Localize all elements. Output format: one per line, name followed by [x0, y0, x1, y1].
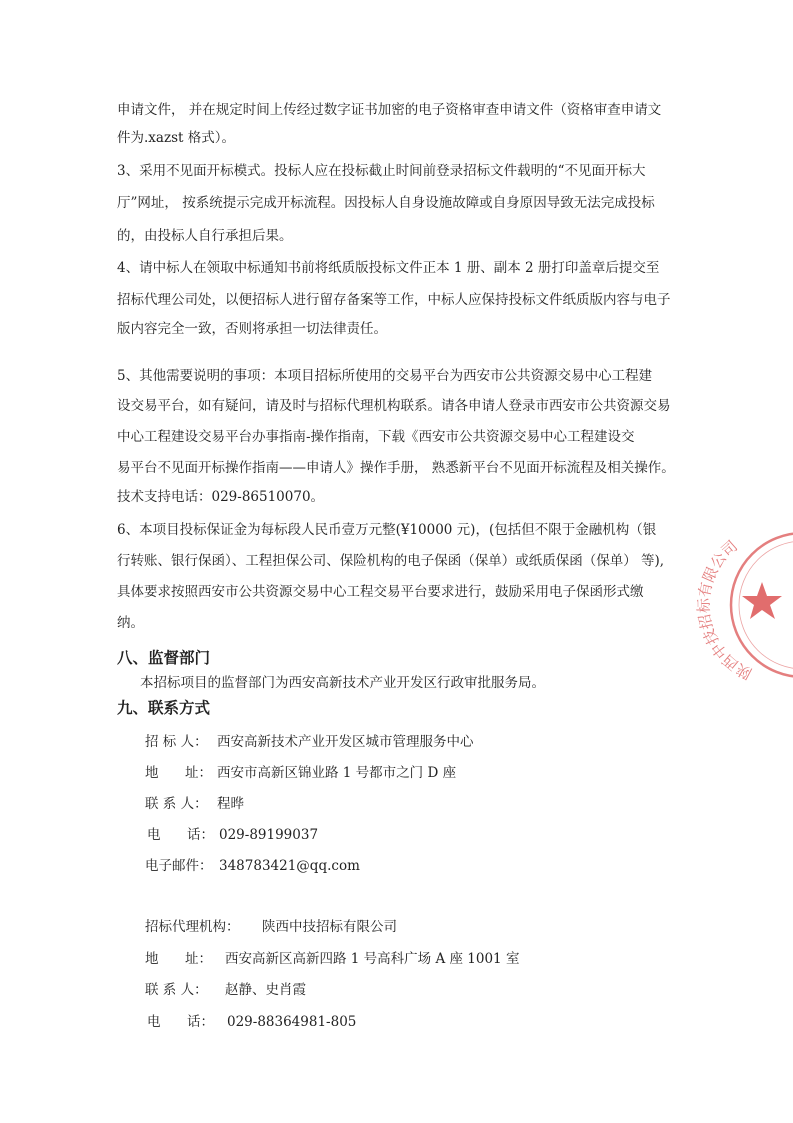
body-line: 设交易平台，如有疑问，请及时与招标代理机构联系。请各申请人登录市西安市公共资源交易: [117, 398, 671, 414]
tenderer-name: 西安高新技术产业开发区城市管理服务中心: [217, 734, 474, 750]
tenderer-email: 348783421@qq.com: [219, 858, 360, 874]
body-line: 行转账、银行保函）、工程担保公司、保险机构的电子保函（保单）或纸质保函（保单） 等),: [117, 553, 665, 569]
agency-name-label: 招标代理机构：: [145, 919, 240, 935]
agency-contact-label: 联 系 人：: [145, 982, 208, 998]
body-line: 易平台不见面开标操作指南——申请人》操作手册， 熟悉新平台不见面开标流程及相关操作。: [117, 460, 675, 476]
body-line: 的，由投标人自行承担后果。: [117, 228, 293, 244]
agency-address: 西安高新区高新四路 1 号高科广场 A 座 1001 室: [225, 951, 520, 967]
tenderer-address: 西安市高新区锦业路 1 号都市之门 D 座: [217, 765, 457, 781]
agency-address-label: 址：: [185, 951, 212, 967]
agency-phone: 029-88364981-805: [227, 1014, 357, 1030]
tenderer-name-label: 招 标 人：: [145, 734, 208, 750]
body-line: 技术支持电话：029-86510070。: [117, 489, 325, 505]
tenderer-phone-label: 电: [147, 827, 161, 843]
seal-lettering: 陕西中技招标有限公司: [694, 536, 755, 683]
section-heading-contact: 九、联系方式: [117, 699, 211, 717]
agency-phone-label: 话：: [187, 1014, 214, 1030]
agency-name: 陕西中技招标有限公司: [262, 919, 397, 935]
agency-contact: 赵静、史肖霞: [225, 982, 306, 998]
tenderer-contact: 程晔: [217, 796, 244, 812]
company-seal-stamp: [694, 520, 793, 690]
body-line: 中心工程建设交易平台办事指南-操作指南，下载《西安市公共资源交易中心工程建设交: [117, 429, 635, 445]
body-line: 3、采用不见面开标模式。投标人应在投标截止时间前登录招标文件载明的“不见面开标大: [117, 163, 646, 179]
supervision-text: 本招标项目的监督部门为西安高新技术产业开发区行政审批服务局。: [140, 675, 545, 691]
body-line: 件为.xazst 格式）。: [117, 130, 235, 146]
body-line: 4、请中标人在领取中标通知书前将纸质版投标文件正本 1 册、副本 2 册打印盖章后提交至: [117, 260, 660, 276]
body-line: 申请文件， 并在规定时间上传经过数字证书加密的电子资格审查申请文件（资格审查申请文: [117, 102, 662, 118]
body-line: 具体要求按照西安市公共资源交易中心工程交易平台要求进行，鼓励采用电子保函形式缴: [117, 584, 644, 600]
body-line: 纳。: [117, 615, 144, 631]
seal-star-icon: [742, 582, 782, 619]
tenderer-address-label: 地: [145, 765, 159, 781]
body-line: 版内容完全一致，否则将承担一切法律责任。: [117, 321, 387, 337]
tenderer-email-label: 电子邮件：: [145, 858, 213, 874]
tenderer-phone: 029-89199037: [219, 827, 319, 843]
agency-phone-label: 电: [147, 1014, 161, 1030]
tenderer-phone-label: 话：: [187, 827, 214, 843]
section-heading-supervision: 八、监督部门: [117, 649, 211, 667]
body-line: 厅”网址， 按系统提示完成开标流程。因投标人自身设施故障或自身原因导致无法完成投标: [117, 195, 655, 211]
body-line: 招标代理公司处，以便招标人进行留存备案等工作，中标人应保持投标文件纸质版内容与电子: [117, 292, 671, 308]
tenderer-address-label: 址：: [185, 765, 212, 781]
body-line: 6、本项目投标保证金为每标段人民币壹万元整(¥10000 元)，(包括但不限于金融机构（银: [117, 522, 657, 538]
body-line: 5、其他需要说明的事项：本项目招标所使用的交易平台为西安市公共资源交易中心工程建: [117, 368, 653, 384]
tenderer-contact-label: 联 系 人：: [145, 796, 208, 812]
agency-address-label: 地: [145, 951, 159, 967]
